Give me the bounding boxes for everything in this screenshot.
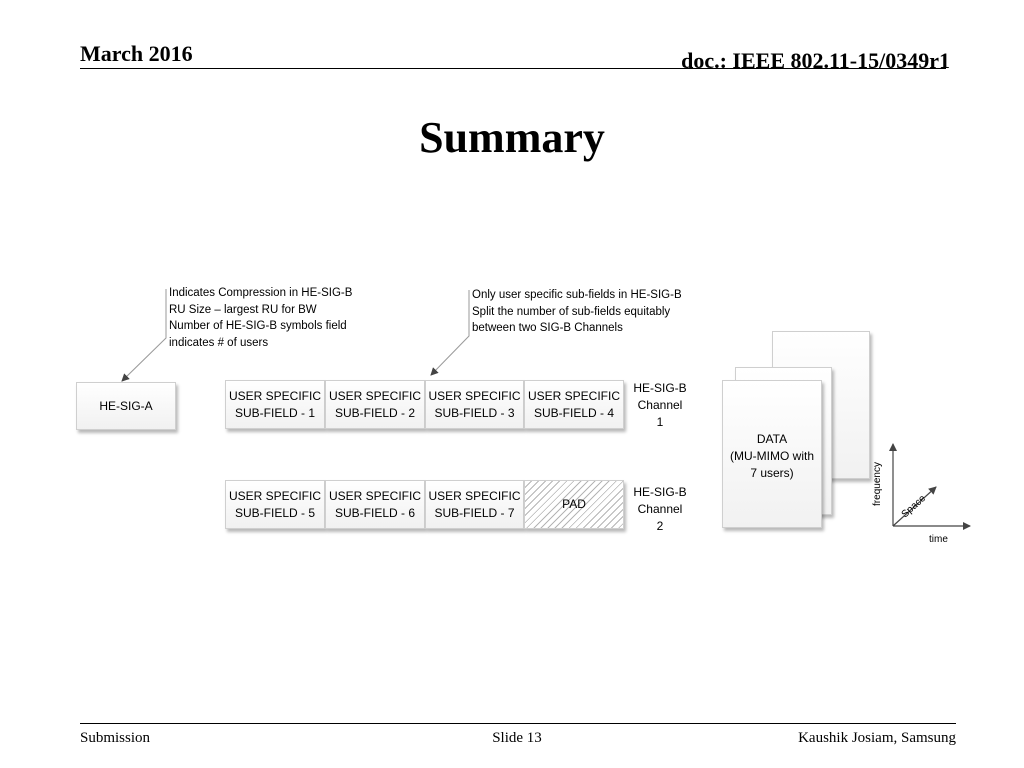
field-line: SUB-FIELD - 5 xyxy=(234,505,315,520)
field-line: USER SPECIFIC xyxy=(328,488,421,503)
footer-rule xyxy=(80,723,956,724)
note-right xyxy=(472,287,682,337)
field-line: USER SPECIFIC xyxy=(228,388,321,403)
channel2-field-5 xyxy=(225,480,325,529)
note-left-line: Indicates Compression in HE-SIG-B xyxy=(169,287,353,299)
field-line: SUB-FIELD - 2 xyxy=(334,405,415,420)
note-right-line: Only user specific sub-fields in HE-SIG-B xyxy=(472,289,682,301)
channel1-field-4 xyxy=(524,380,624,429)
he-sig-a-block xyxy=(76,382,176,430)
channel-label-line: Channel xyxy=(637,502,683,516)
channel1-field-2 xyxy=(325,380,425,429)
note-left-line: indicates # of users xyxy=(169,336,269,349)
header-date: March 2016 xyxy=(80,41,193,66)
channel1-field-1 xyxy=(225,380,325,429)
channel-label-line: HE-SIG-B xyxy=(633,485,687,499)
footer-slide-number: Slide 13 xyxy=(492,730,542,746)
channel2-field-6 xyxy=(325,480,425,529)
channel1-label xyxy=(630,380,690,431)
data-block-front xyxy=(722,380,822,528)
channel1-field-3 xyxy=(425,380,524,429)
frequency-axis-label: frequency xyxy=(872,462,883,506)
field-line: SUB-FIELD - 4 xyxy=(533,405,614,420)
channel2-field-7 xyxy=(425,480,524,529)
field-line: USER SPECIFIC xyxy=(527,388,620,403)
note-left-connector xyxy=(122,289,166,381)
data-block-line: 7 users) xyxy=(750,466,794,480)
field-line: SUB-FIELD - 6 xyxy=(334,505,415,520)
pad-label: PAD xyxy=(562,497,586,511)
field-line: SUB-FIELD - 7 xyxy=(434,505,515,520)
footer-submission: Submission xyxy=(80,730,151,746)
footer-author: Kaushik Josiam, Samsung xyxy=(798,730,956,746)
channel-label-line: 1 xyxy=(656,415,664,429)
note-left xyxy=(169,285,352,351)
he-sig-a-label: HE-SIG-A xyxy=(99,398,153,413)
channel2-pad xyxy=(524,480,624,529)
space-axis-label: Space xyxy=(899,493,929,521)
note-left-line: RU Size – largest RU for BW xyxy=(169,303,317,316)
field-line: USER SPECIFIC xyxy=(328,388,421,403)
page-title: Summary xyxy=(419,113,605,162)
time-axis-label: time xyxy=(929,534,948,545)
channel-label-line: 2 xyxy=(656,519,664,533)
channel-label-line: HE-SIG-B xyxy=(633,381,687,395)
field-line: USER SPECIFIC xyxy=(228,488,321,503)
note-left-line: Number of HE-SIG-B symbols field xyxy=(169,320,347,332)
field-line: SUB-FIELD - 1 xyxy=(234,405,315,420)
note-right-line: Split the number of sub-fields equitably xyxy=(472,305,671,318)
field-line: SUB-FIELD - 3 xyxy=(434,405,515,420)
data-block-line: (MU-MIMO with xyxy=(730,449,814,463)
channel-label-line: Channel xyxy=(637,398,683,412)
header-doc-id: doc.: IEEE 802.11-15/0349r1 xyxy=(681,48,950,73)
channel2-label xyxy=(630,484,690,535)
note-right-connector xyxy=(431,290,469,375)
note-right-line: between two SIG-B Channels xyxy=(472,322,623,334)
field-line: USER SPECIFIC xyxy=(428,488,521,503)
field-line: USER SPECIFIC xyxy=(428,388,521,403)
data-block-line: DATA xyxy=(756,432,788,446)
